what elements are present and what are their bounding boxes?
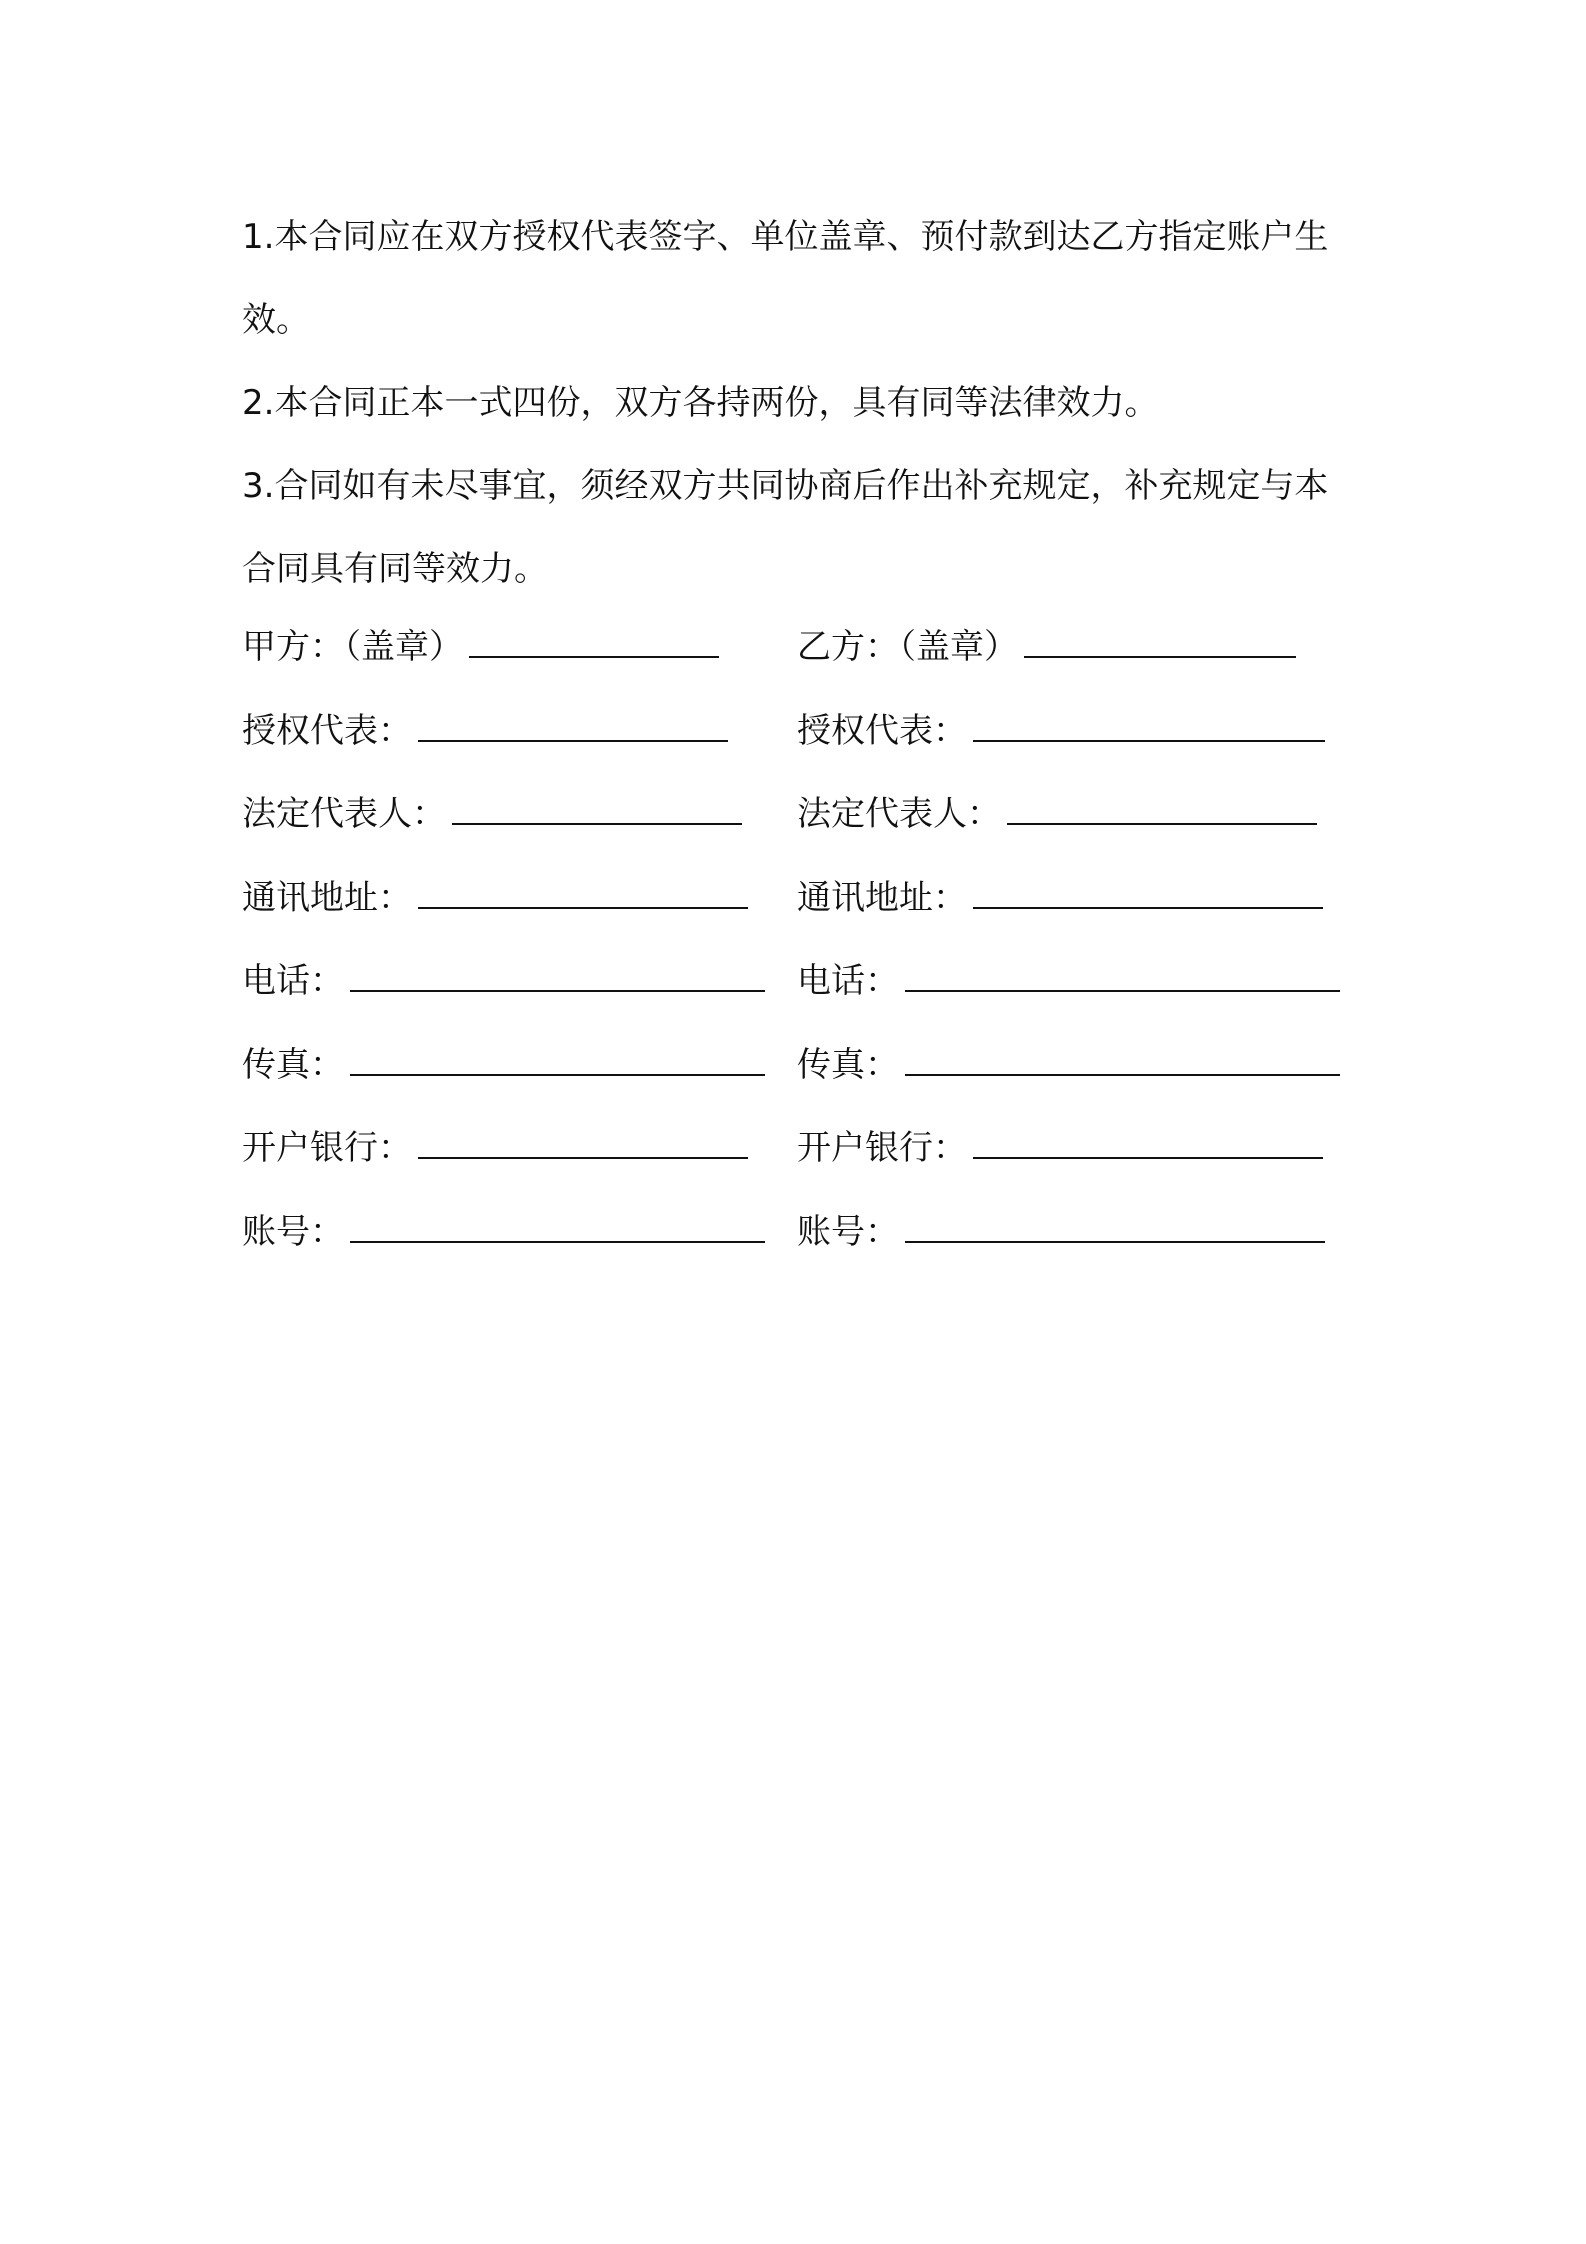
- party-a-bank-label: 开户银行：: [242, 1128, 412, 1168]
- party-b-authorized-rep-label: 授权代表：: [797, 710, 967, 751]
- party-b-legal-rep: [797, 773, 1317, 857]
- party-b-account: [797, 1191, 1325, 1275]
- party-a-account-line[interactable]: [350, 1221, 765, 1243]
- party-a-authorized-rep: [242, 690, 728, 774]
- party-a-fax-line[interactable]: [350, 1054, 765, 1076]
- party-b-account-label: 账号：: [797, 1211, 899, 1252]
- clause-2: 2.本合同正本一式四份，双方各持两份，具有同等法律效力。: [242, 383, 1159, 423]
- party-b-legal-rep-label: 法定代表人：: [797, 794, 1001, 834]
- party-a-legal-rep-line[interactable]: [452, 803, 742, 825]
- party-a-account: [242, 1191, 765, 1275]
- party-a-fax-label: 传真：: [242, 1044, 344, 1085]
- party-a-phone-label: 电话：: [242, 961, 344, 1001]
- party-b-phone-line[interactable]: [905, 970, 1340, 992]
- party-a-address-line[interactable]: [418, 887, 748, 909]
- party-b-address: [797, 857, 1323, 941]
- legal-rep-row: [242, 773, 1362, 857]
- party-a-address-label: 通讯地址：: [242, 877, 412, 918]
- party-b-phone: [797, 940, 1340, 1024]
- party-b-bank: [797, 1107, 1323, 1191]
- party-b-address-label: 通讯地址：: [797, 877, 967, 918]
- party-a-authorized-rep-line[interactable]: [418, 720, 728, 742]
- party-a-address: [242, 857, 748, 941]
- party-b-authorized-rep-line[interactable]: [973, 720, 1325, 742]
- party-b-legal-rep-line[interactable]: [1007, 803, 1317, 825]
- party-a-bank-line[interactable]: [418, 1137, 748, 1159]
- address-row: [242, 857, 1362, 941]
- party-a-account-label: 账号：: [242, 1211, 344, 1252]
- party-a-phone-line[interactable]: [350, 970, 765, 992]
- party-b-account-line[interactable]: [905, 1221, 1325, 1243]
- clause-1: 1.本合同应在双方授权代表签字、单位盖章、预付款到达乙方指定账户生效。: [242, 217, 1329, 340]
- account-row: [242, 1191, 1362, 1275]
- party-a-bank: [242, 1107, 748, 1191]
- fax-row: [242, 1024, 1362, 1108]
- clause-3: 3.合同如有未尽事宜，须经双方共同协商后作出补充规定，补充规定与本合同具有同等效力。: [242, 466, 1329, 589]
- bank-row: [242, 1107, 1362, 1191]
- party-a-legal-rep-label: 法定代表人：: [242, 794, 446, 834]
- authorized-rep-row: [242, 690, 1362, 774]
- party-a-fax: [242, 1024, 765, 1108]
- party-a-legal-rep: [242, 773, 742, 857]
- party-b-address-line[interactable]: [973, 887, 1323, 909]
- party-b-seal-line[interactable]: [1024, 636, 1296, 658]
- party-b-bank-line[interactable]: [973, 1137, 1323, 1159]
- party-b-seal-label: 乙方：（盖章）: [797, 627, 1018, 667]
- party-b-fax: [797, 1024, 1340, 1108]
- party-b-seal: [797, 606, 1296, 690]
- party-a-seal-label: 甲方：（盖章）: [242, 627, 463, 667]
- party-b-phone-label: 电话：: [797, 961, 899, 1001]
- party-b-authorized-rep: [797, 690, 1325, 774]
- contract-clauses: [242, 196, 1362, 611]
- seal-row: [242, 606, 1362, 690]
- phone-row: [242, 940, 1362, 1024]
- signature-block: [242, 606, 1362, 1274]
- party-a-seal-line[interactable]: [469, 636, 719, 658]
- party-a-authorized-rep-label: 授权代表：: [242, 710, 412, 751]
- party-b-fax-line[interactable]: [905, 1054, 1340, 1076]
- party-a-seal: [242, 606, 719, 690]
- party-a-phone: [242, 940, 765, 1024]
- party-b-bank-label: 开户银行：: [797, 1128, 967, 1168]
- party-b-fax-label: 传真：: [797, 1044, 899, 1085]
